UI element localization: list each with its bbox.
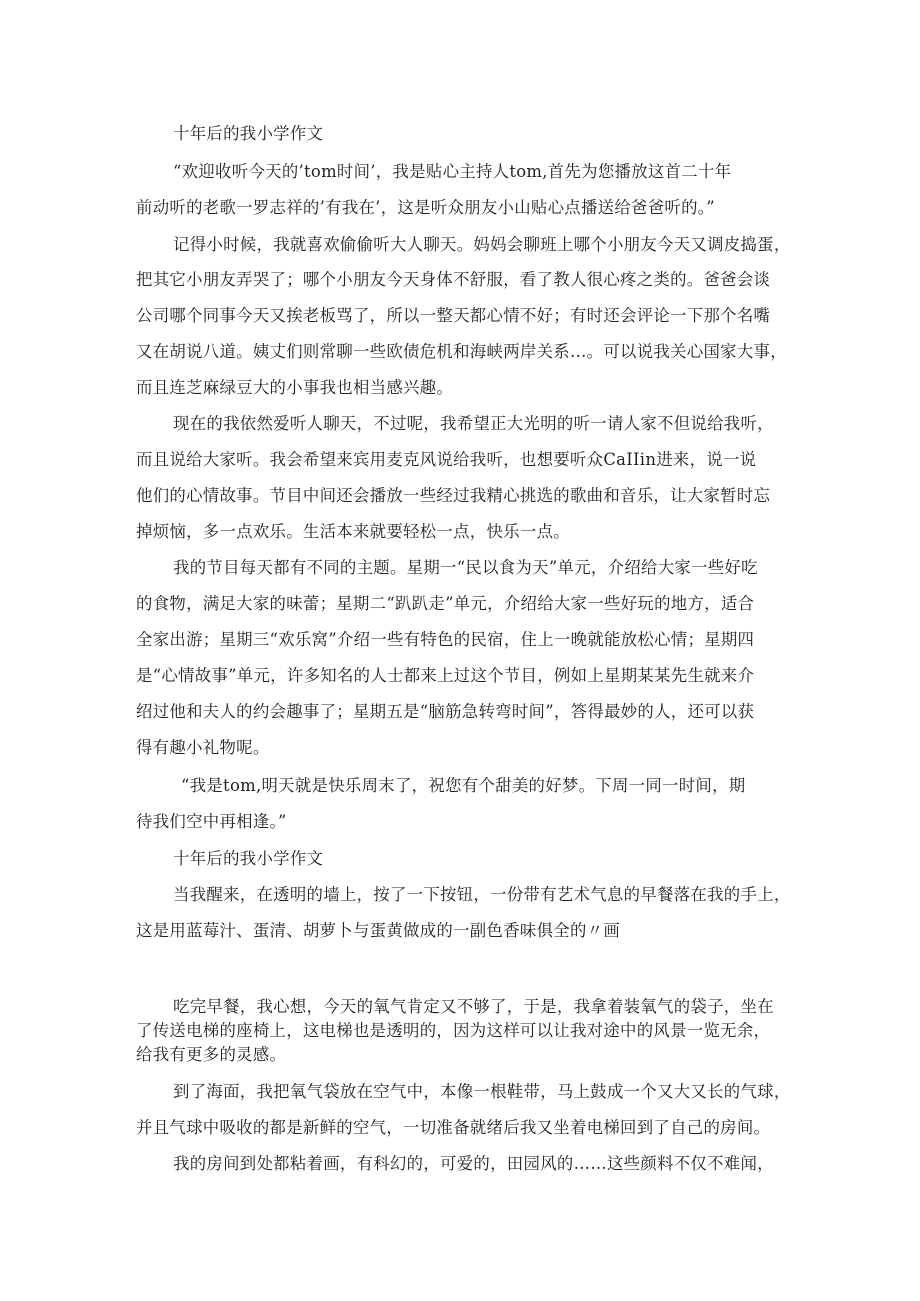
paragraph-line: 这是用蓝莓汁、蛋清、胡萝卜与蛋黄做成的一副色香味俱全的〃画 [136, 921, 621, 940]
paragraph-line: 了传送电梯的座椅上，这电梯也是透明的，因为这样可以让我对途中的风景一览无余， [136, 1021, 771, 1040]
paragraph-line: 给我有更多的灵感。 [136, 1045, 287, 1064]
paragraph-line: 的食物，满足大家的味蕾；星期二“趴趴走”单元，介绍给大家一些好玩的地方，适合 [136, 594, 755, 613]
paragraph-line: 吃完早餐，我心想，今天的氧气肯定又不够了，于是，我拿着装氧气的袋子，坐在 [173, 997, 774, 1016]
paragraph-line: 到了海面，我把氧气袋放在空气中，本像一根鞋带，马上鼓成一个又大又长的气球， [173, 1082, 791, 1101]
paragraph-line: 并且气球中吸收的都是新鲜的空气，一切准备就绪后我又坐着电梯回到了自己的房间。 [136, 1118, 771, 1137]
paragraph-line: “欢迎收听今天的’tom时间’，我是贴心主持人tom,首先为您播放这首二十年 [173, 162, 732, 181]
paragraph-line: 而且连芝麻绿豆大的小事我也相当感兴趣。 [136, 378, 454, 397]
paragraph-line: “我是tom,明天就是快乐周末了，祝您有个甜美的好梦。下周一同一时间，期 [181, 776, 746, 795]
paragraph-line: 当我醒来，在透明的墙上，按了一下按钮，一份带有艺术气息的早餐落在我的手上， [173, 885, 791, 904]
paragraph-line: 公司哪个同事今天又挨老板骂了，所以一整天都心情不好；有时还会评论一下那个名嘴 [136, 306, 771, 325]
paragraph-line: 记得小时候，我就喜欢偷偷听大人聊天。妈妈会聊班上哪个小朋友今天又调皮捣蛋， [173, 235, 791, 254]
heading: 十年后的我小学作文 [173, 124, 324, 143]
paragraph-line: 是“心情故事”单元，许多知名的人士都来上过这个节目，例如上星期某某先生就来介 [136, 666, 755, 685]
paragraph-line: 现在的我依然爱听人聊天，不过呢，我希望正大光明的听一请人家不但说给我听， [173, 414, 774, 433]
paragraph-line: 我的节目每天都有不同的主题。星期一“民以食为天”单元，介绍给大家一些好吃 [173, 558, 758, 577]
paragraph-line: 把其它小朋友弄哭了；哪个小朋友今天身体不舒服，看了教人很心疼之类的。爸爸会谈 [136, 270, 771, 289]
heading: 十年后的我小学作文 [173, 849, 324, 868]
paragraph-line: 又在胡说八道。姨丈们则常聊一些欧债危机和海峡两岸关系…。可以说我关心国家大事， [136, 342, 787, 361]
paragraph-line: 得有趣小礼物呢。 [136, 738, 270, 757]
paragraph-line: 待我们空中再相逢。” [136, 812, 287, 831]
paragraph-line: 而且说给大家听。我会希望来宾用麦克风说给我听，也想要听众CaIIin进来，说一说 [136, 450, 757, 469]
paragraph-line: 前动听的老歌一罗志祥的’有我在’，这是听众朋友小山贴心点播送给爸爸听的。” [136, 198, 715, 217]
paragraph-line: 全家出游；星期三“欢乐窝”介绍一些有特色的民宿，住上一晚就能放松心情；星期四 [136, 630, 755, 649]
paragraph-line: 掉烦恼，多一点欢乐。生活本来就要轻松一点，快乐一点。 [136, 522, 570, 541]
paragraph-line: 绍过他和夫人的约会趣事了；星期五是“脑筋急转弯时间”，答得最妙的人，还可以获 [136, 702, 755, 721]
paragraph-line: 我的房间到处都粘着画，有科幻的，可爱的，田园风的……这些颜料不仅不难闻， [173, 1154, 774, 1173]
paragraph-line: 他们的心情故事。节目中间还会播放一些经过我精心挑选的歌曲和音乐，让大家暂时忘 [136, 486, 771, 505]
